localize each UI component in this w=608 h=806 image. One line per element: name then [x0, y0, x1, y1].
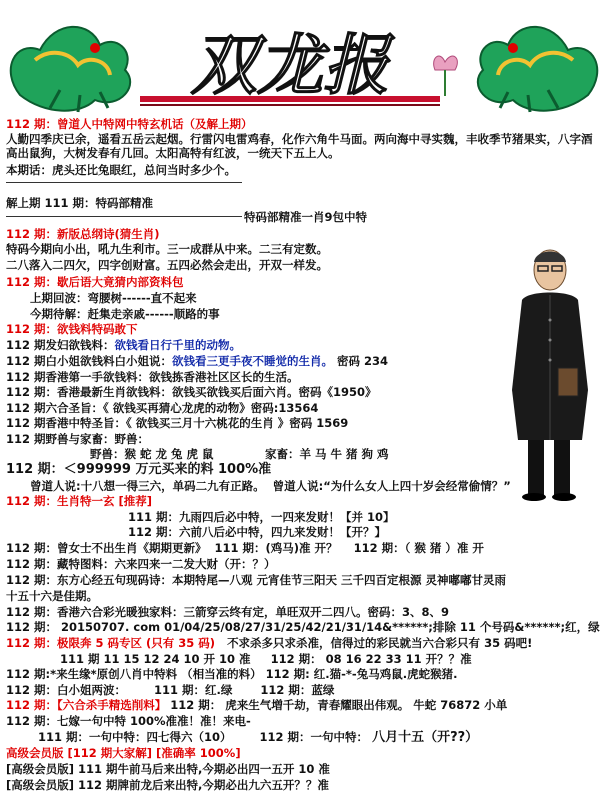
money-line-5: 112 期六合圣旨：《 欲钱买再猜心龙虎的动物》密码:13564: [6, 401, 319, 415]
special-code-label: 特码部精准一肖9包中特: [244, 210, 368, 224]
expensive-data-title: 112 期：＜999999 万元买来的料 100%准: [6, 462, 272, 477]
masthead-title: 双龙报: [191, 27, 389, 104]
eastern-sutra-line: 112 期：东方心经五句现码诗：本期特尾—八观 元宵佳节三阳天 三千四百定根源 灵神嘟嘟甘灵雨: [6, 573, 507, 587]
poem-summary: 本期话：虎头还比兔眼红，总问当时多少个。: [6, 163, 236, 177]
book-icon: [558, 368, 578, 396]
five-code-numbers: 111 期 11 15 12 24 10 开 10 准 112 期： 08 16 22 33 11 开？？准: [60, 652, 472, 666]
section-title-zodiac: 112 期：生肖特一玄 [推荐]: [6, 494, 153, 508]
outline-poem-line-2: 二八落入二四欠，四字创财富。五四必然会走出，开双一样发。: [6, 258, 328, 272]
zodiac-current: 112 期：六前八后必中特，四九来发财！【开？】: [128, 525, 387, 539]
section-title-riddle: 112 期：歇后语大竟猜内部资料包: [6, 275, 184, 289]
lady-zodiac-line: 112 期：曾女士不出生肖《期期更新》 111 期：(鸡马)准 开？ 112 期：（ 猴 猪 ）准 开: [6, 541, 484, 555]
title-underline-thin: [140, 104, 440, 106]
vip-title: 高级会员版 [112 期大家解] [准确率 100%]: [6, 746, 241, 760]
lily-flower-icon: [434, 56, 458, 96]
riddle-current: 今期待解：赶集走亲戚------顺路的事: [30, 307, 220, 321]
master-saying: 曾道人说:十八想一得三六，单码二九有正路。 曾道人说:“为什么女人上四十岁会经常偷情？”: [30, 479, 511, 493]
outline-poem-line-1: 特码今期向小出，吼九生利市。三一成群从中来。二三有定数。: [6, 242, 328, 256]
animals-wild: 野兽：猴 蛇 龙 兔 虎 鼠: [90, 447, 214, 461]
money-line-1: 112 期发妇欲钱料：欲钱看日行千里的动物。: [6, 338, 242, 352]
section-title-outline-poem: 112 期：新版总纲诗(猜生肖): [6, 227, 160, 241]
animals-label: 112 期野兽与家畜：野兽：: [6, 432, 150, 446]
eastern-sutra-line-2: 十五十六是佳期。: [6, 589, 98, 603]
animals-domestic: 家畜：羊 马 牛 猪 狗 鸡: [265, 447, 389, 461]
money-line-2: 112 期白小姐欲钱料白小姐说：欲钱看三更手夜不睡觉的生肖。 密码 234: [6, 354, 389, 368]
section-title-money-data: 112 期：欲钱料特码敢下: [6, 322, 138, 336]
last-issue-answer: 解上期 111 期：特码部精准: [6, 196, 154, 210]
section-title-mystery-words: 112 期：曾道人中特网中特玄机话（及解上期）: [6, 117, 253, 131]
left-dragon-illustration: [11, 27, 130, 112]
eight-zodiac-line: 112 期:*来生缘*原创八肖中特料 （相当准的料） 112 期: 红.猫-*-兔马鸡鼠.虎蛇猴猪.: [6, 667, 458, 681]
website-codes-line: 112 期： 20150707. com 01/04/25/08/27/31/25/42/21/31/14&******;排除 11 个号码&******;红，绿: [6, 620, 600, 634]
riddle-last: 上期回波：弯腰树------直不起来: [30, 291, 197, 305]
vip-line-1: [高级会员版] 111 期牛前马后来出特,今期必出四一五开 10 准: [6, 762, 330, 776]
divider: [6, 216, 242, 219]
one-sentence-title: 112 期：七嫁一句中特 100%准准！准！来电-: [6, 714, 251, 728]
killer-data-line: 112 期：【六合杀手精选削料】 112 期： 虎来生气増千劫，青春耀眼出伟观。 牛蛇 76872 小单: [6, 698, 508, 712]
money-line-4: 112 期：香港最新生肖欲钱料：欲钱买欲钱买后面六肖。密码《1950》: [6, 385, 377, 399]
money-line-6: 112 期香港中特圣旨：《 欲钱买三月十六桃花的生肖 》密码 1569: [6, 416, 349, 430]
two-wave-line: 112 期：白小姐两波： 111 期：红.绿 112 期：蓝绿: [6, 683, 335, 697]
zodiac-last: 111 期：九雨四后必中特，一四来发财！【并 10】: [128, 510, 395, 524]
divider: [6, 182, 242, 185]
poem-text: 人勤四季庆已余，遥看五岳云起烟。行雷闪电雷鸡春，化作六角牛马面。两向海中寻实魏，丰收季节猪果实，八字酒高出鼠狗，大树发春有几回。太阳高特有红波，一统天下五上人。: [6, 132, 593, 160]
right-dragon-illustration: [478, 27, 597, 112]
five-code-line: 112 期：极限奔 5 码专区 (只有 35 码) 不求杀多只求杀准，信得过的彩民就当六合彩只有 35 码吧!: [6, 636, 533, 650]
hk-exclusive-line: 112 期：香港六合彩光暖独家料：三箭穿云终有定，单旺双开二四八。密码：3、8、9: [6, 605, 450, 619]
money-line-3: 112 期香港第一手欲钱料：欲钱拣香港社区区长的生活。: [6, 370, 299, 384]
hidden-picture-line: 112 期：藏特图料：六来四来一二发大财（开：？）: [6, 557, 276, 571]
man-portrait-illustration: [488, 240, 608, 502]
vip-line-2: [高级会员版] 112 期牌前龙后来出特,今期必出九六五开？？准: [6, 778, 329, 792]
one-sentence-line: 111 期：一句中特：四七得六（10） 112 期：一句中特： 八月十五（开??）: [38, 730, 479, 745]
header-banner: [0, 0, 608, 116]
